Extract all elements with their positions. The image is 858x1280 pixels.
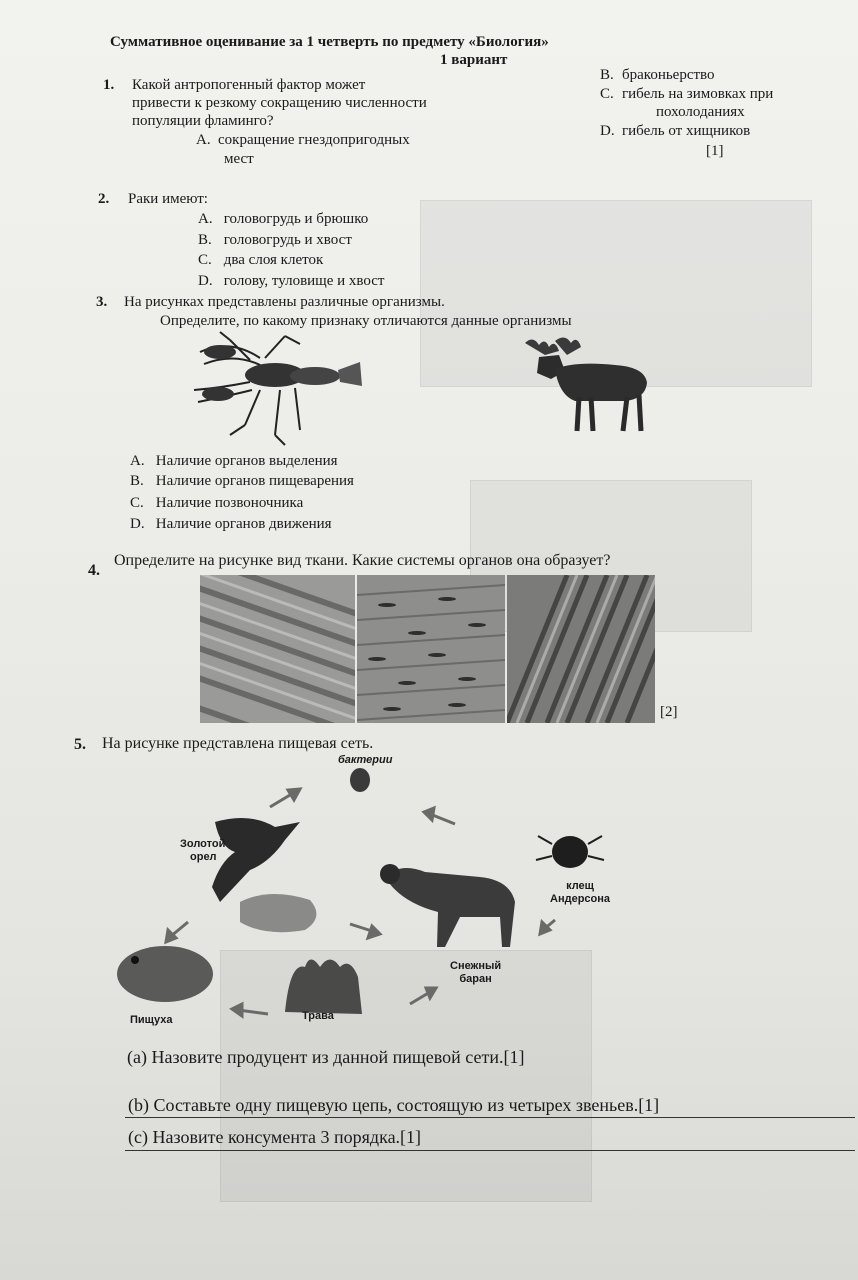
q1-text-line: Какой антропогенный фактор может xyxy=(132,77,366,93)
tissue-image-striated xyxy=(357,575,505,723)
label-ram-line: Снежный xyxy=(450,960,502,972)
q1-option-a-cont: мест xyxy=(224,151,254,167)
option-letter: D. xyxy=(130,516,145,532)
option-letter: B. xyxy=(130,473,144,489)
option-letter: C. xyxy=(198,252,212,268)
option-letter: C. xyxy=(600,86,614,102)
q1-option-c-cont: похолоданиях xyxy=(656,104,745,120)
variant-label: 1 вариант xyxy=(440,52,508,68)
option-text: Наличие позвоночника xyxy=(155,495,304,511)
q3-text-line: Определите, по какому признаку отличаются данные организмы xyxy=(160,313,572,329)
q4-text: Определите на рисунке вид ткани. Какие системы органов она образует? xyxy=(114,552,611,569)
label-ram xyxy=(450,960,501,986)
label-pika: Пищуха xyxy=(130,1014,173,1026)
option-letter: C. xyxy=(130,495,144,511)
q1-score: [1] xyxy=(706,143,724,159)
q2-option-c xyxy=(198,251,323,270)
label-eagle-line: орел xyxy=(190,851,217,863)
tissue-image-cardiac xyxy=(507,575,655,723)
label-eagle xyxy=(180,838,225,864)
q3-option-d xyxy=(130,515,332,534)
option-text: головогрудь и хвост xyxy=(223,232,352,248)
q2-option-b xyxy=(198,231,352,250)
option-text: Наличие органов пищеварения xyxy=(155,473,354,489)
answer-line xyxy=(125,1117,855,1118)
option-text: гибель на зимовках при xyxy=(622,86,774,102)
label-eagle-line: Золотой xyxy=(180,838,226,850)
label-tick-line: Андерсона xyxy=(550,893,611,905)
q5-sub-a: (a) Назовите продуцент из данной пищевой сети.[1] xyxy=(127,1047,525,1067)
q1-number: 1. xyxy=(103,77,115,93)
label-grass: Трава xyxy=(302,1010,334,1022)
label-tick xyxy=(550,880,610,906)
q1-text-line: популяции фламинго? xyxy=(132,113,274,129)
q3-option-b xyxy=(130,472,354,491)
crayfish-image xyxy=(190,330,370,448)
option-letter: A. xyxy=(196,132,211,148)
option-letter: A. xyxy=(130,453,145,469)
q2-option-a xyxy=(198,210,368,229)
option-text: браконьерство xyxy=(622,67,715,83)
q3-option-c xyxy=(130,494,303,513)
option-letter: D. xyxy=(198,273,213,289)
page-title: Суммативное оценивание за 1 четверть по предмету «Биология» xyxy=(110,34,549,50)
option-text: сокращение гнездопригодных xyxy=(218,132,410,148)
q5-text: На рисунке представлена пищевая сеть. xyxy=(102,735,374,752)
q2-text: Раки имеют: xyxy=(128,191,208,207)
q1-option-a xyxy=(196,131,410,150)
label-ram-line: баран xyxy=(459,973,492,985)
q1-option-b xyxy=(600,66,715,85)
option-text: Наличие органов выделения xyxy=(155,453,338,469)
answer-line xyxy=(125,1150,855,1151)
option-letter: D. xyxy=(600,123,615,139)
option-letter: B. xyxy=(198,232,212,248)
option-text: гибель от хищников xyxy=(622,123,751,139)
moose-image xyxy=(515,335,655,435)
q1-option-c xyxy=(600,85,773,104)
q2-option-d xyxy=(198,272,384,291)
q4-score: [2] xyxy=(660,704,678,720)
q1-text-line: привести к резкому сокращению численности xyxy=(132,95,427,111)
label-bacteria: бактерии xyxy=(338,754,393,766)
q4-number: 4. xyxy=(88,562,100,579)
q1-option-d xyxy=(600,122,750,141)
tissue-image-smooth xyxy=(200,575,355,723)
label-tick-line: клещ xyxy=(566,880,594,892)
option-letter: A. xyxy=(198,211,213,227)
food-web-diagram xyxy=(100,752,660,1032)
q3-text-line: На рисунках представлены различные организмы. xyxy=(124,294,445,310)
option-text: голову, туловище и хвост xyxy=(223,273,385,289)
option-text: два слоя клеток xyxy=(223,252,324,268)
option-letter: B. xyxy=(600,67,614,83)
q2-number: 2. xyxy=(98,191,110,207)
q5-number: 5. xyxy=(74,736,86,753)
option-text: Наличие органов движения xyxy=(155,516,332,532)
option-text: головогрудь и брюшко xyxy=(223,211,369,227)
q5-sub-b: (b) Составьте одну пищевую цепь, состоящую из четырех звеньев.[1] xyxy=(128,1095,660,1115)
q3-number: 3. xyxy=(96,294,108,310)
q3-option-a xyxy=(130,452,338,471)
q5-sub-c: (c) Назовите консумента 3 порядка.[1] xyxy=(128,1127,422,1147)
